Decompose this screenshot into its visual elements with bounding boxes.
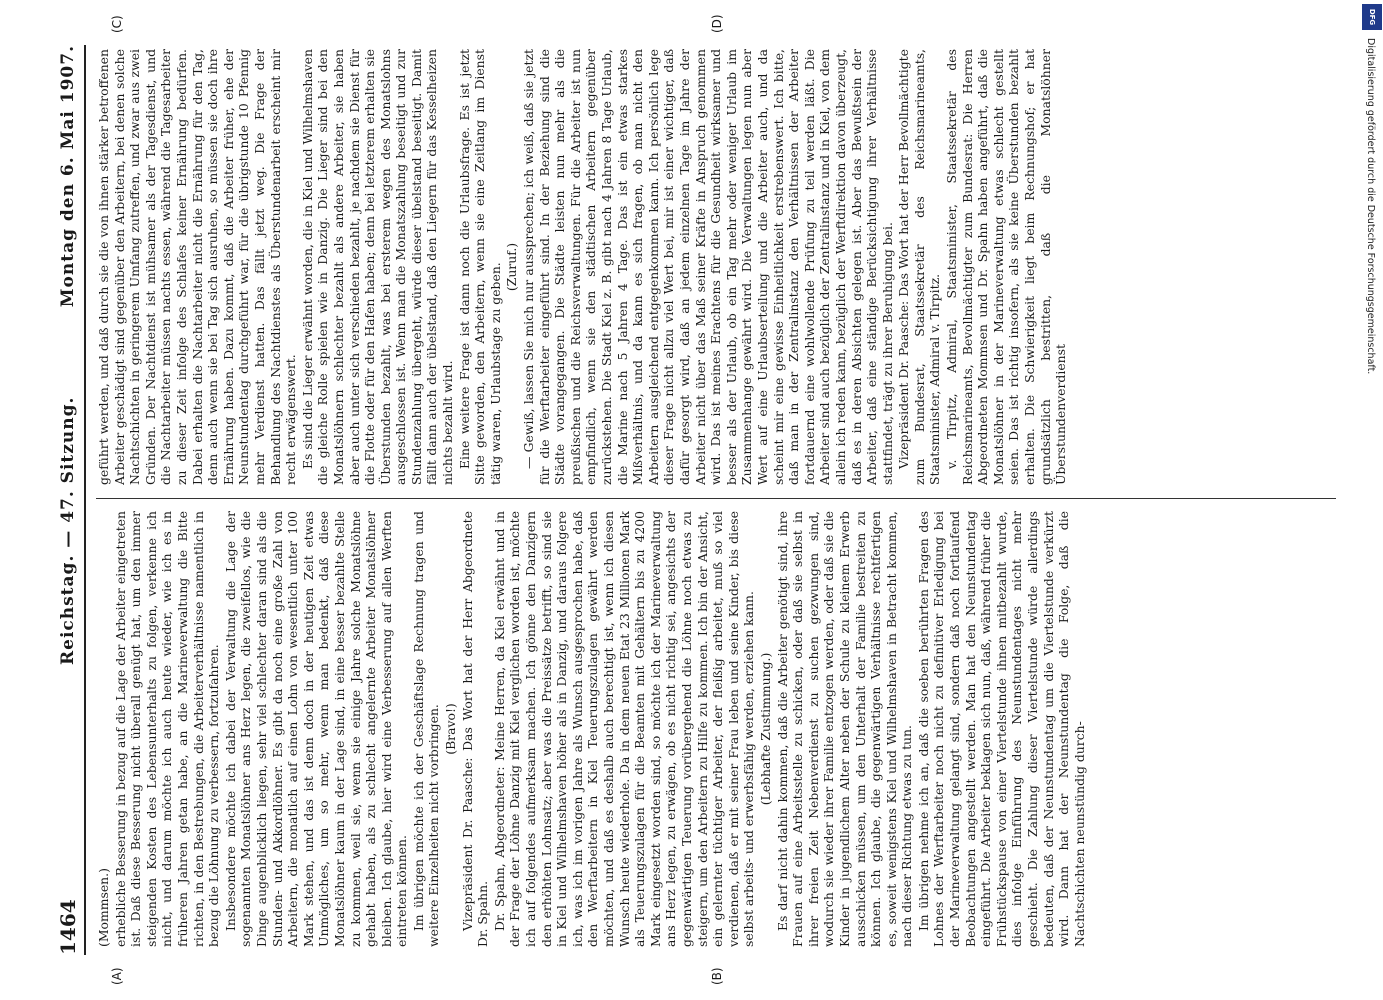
paragraph: v. Tirpitz, Admiral, Staatsminister, Staatssekretär des Reichsmarineamts, Bevollmächtigter zum Bundesrat: Die Herren Abgeordneten Mommsen und Dr. Spahn haben angeführt, daß die Monatslöhner in der Marineverwaltung etwas schlecht gestellt seien. Das ist richtig insofern, als sie keine Überstunden bezahlt erhalten. Die Schwierigkeit liegt beim Rechnungshof; er hat grundsätzlich bestritten, daß die Monatslöhner Überstundenverdienst (944, 49, 1069, 485)
column-divider (96, 498, 1336, 499)
paragraph: Es darf nicht dahin kommen, daß die Arbeiter genötigt sind, ihre Frauen auf eine Arbeitsstelle zu schicken, oder daß sie selbst in ihrer freien Zeit Nebenverdienst zu suchen gezwungen sind, wodurch sie wieder ihrer Familie entzogen werden, oder daß sie die Kinder in jugendlichem Alter neben der Schule zu kleinem Erwerb ausschicken müssen, um den Unterhalt der Familie bestreiten zu können. Ich glaube, die gegenwärtigen Verhältnisse rechtfertigen es, soweit wenigstens Kiel und Wilhelmshaven in Betracht kommen, nach dieser Richtung etwas zu tun. (774, 511, 915, 947)
interjection: (Lebhafte Zustimmung.) (757, 652, 773, 806)
paragraph: Eine weitere Frage ist dann noch die Urlaubsfrage. Es ist jetzt Sitte geworden, den Arbeitern, wenn sie eine Zeitlang im Dienst tätig waren, Urlaubstage zu geben. (456, 49, 503, 485)
paragraph: Im übrigen möchte ich der Geschäftslage Rechnung tragen und weitere Einzelheiten nicht vorbringen. (410, 511, 442, 947)
right-column (96, 49, 1336, 485)
interjection: (Zuruf.) (504, 242, 520, 292)
paragraph: Insbesondere möchte ich dabei der Verwaltung die Lage der sogenannten Monatslöhner ans Herz legen, die zweifellos, wie die Dinge augenblicklich liegen, sehr viel schlechter daran sind als die Stunden- und Akkordlöhner. Es gibt da noch eine große Zahl von Arbeitern, die monatlich auf einen Lohn von wesentlich unter 100 Mark stehen, und das ist denn doch in der heutigen Zeit etwas Unmögliches, um so mehr, wenn man bedenkt, daß diese Monatslöhner kaum in der Lage sind, in eine besser bezahlte Stelle zu kommen, weil sie, wenn sie einige Jahre solche Monatslöhne gehabt haben, als zu schlecht angelernte Arbeiter Monatslöhner bleiben. Ich glaube, hier wird eine Verbesserung auf allen Werften eintreten können. (222, 511, 410, 947)
rotated-page-content (50, 14, 1350, 985)
page-header (50, 45, 86, 955)
paragraph: Es sind die Lieger erwähnt worden, die in Kiel und Wilhelmshaven die gleiche Rolle spielen wie in Danzig. Die Lieger sind bei den Monatslöhnern schlechter bezahlt als andere Arbeiter, sie haben aber auch unter sich verschieden bezahlt, je nachdem sie Dienst für die Flotte oder für den Hafen haben; denn bei letzterem erhalten sie Überstunden bezahlt, was bei ersterem wegen des Monatslohns ausgeschlossen ist. Wenn man die Monatszahlung beseitigt und zur Stundenzahlung übergeht, würde dieser übelstand beseitigt. Damit fällt dann auch der übelstand, daß den Liegern für das Kesselheizen nichts bezahlt wird. (299, 49, 456, 485)
interjection: (Bravo!) (443, 703, 459, 755)
speaker-tag: (Mommsen.) (96, 868, 111, 947)
session-date: Montag den 6. Mai 1907. (58, 45, 78, 308)
margin-marker-d: (D) (710, 14, 724, 33)
margin-marker-a: (A) (110, 967, 124, 985)
paragraph: Dr. Spahn, Abgeordneter: Meine Herren, da Kiel erwähnt und in der Frage der Löhne Danzig mit Kiel verglichen worden ist, möchte ich auf folgendes aufmerksam machen. Ich gönne den Danzigern den erhöhten Lohnsatz; aber was die Preissätze betrifft, so sind sie in Kiel und Wilhelmshaven höher als in Danzig, und daraus folgere ich, was ich im vorigen Jahre als Wunsch ausgesprochen habe, daß den Werftarbeitern in Kiel Teuerungszulagen gewährt werden möchten, und daß es deshalb auch berechtigt ist, wenn ich diesen Wunsch heute wiederhole. Da in dem neuen Etat 23 Millionen Mark als Teuerungszulagen für die Beamten mit Gehältern bis zu 4200 Mark eingesetzt worden sind, so möchte ich der Marineverwaltung ans Herz legen, zu erwägen, ob es nicht richtig sei, angesichts der gegenwärtigen Teuerung vorübergehend die Löhne noch etwas zu steigern, um den Arbeitern zu Hilfe zu kommen. Ich bin der Ansicht, ein gelernter tüchtiger Arbeiter, der fleißig arbeitet, muß so viel verdienen, daß er mit seiner Frau leben und seine Kinder, bis diese selbst arbeits- und erwerbsfähig werden, erziehen kann. (491, 511, 757, 947)
paragraph: erhebliche Besserung in bezug auf die Lage der Arbeiter eingetreten ist. Daß diese Besserung nicht überall genügt hat, um den immer steigenden Kosten des Lebensunterhalts zu folgen, verkenne ich nicht, und darum möchte ich auch heute wieder, wie ich es in früheren Jahren getan habe, an die Marineverwaltung die Bitte richten, in den Bestrebungen, die Arbeiterverhältnisse namentlich in bezug die Löhnung zu verbessern, fortzufahren. (112, 511, 222, 947)
margin-marker-b: (B) (710, 967, 724, 985)
paragraph: geführt werden, und daß durch sie die von ihnen stärker betroffenen Arbeiter geschädigt sind gegenüber den Arbeitern, bei denen solche Nachtschichten in geringerem Umfang zutreffen, und zwar aus zwei Gründen. Der Nachtdienst ist mühsamer als der Tagesdienst, und die Nachtarbeiter müssen nachts essen, während die Tagesarbeiter zu dieser Zeit infolge des Schlafes keiner Ernährung bedürfen. Dabei erhalten die Nachtarbeiter nicht die Ernährung für den Tag, denn auch wenn sie bei Tag sich ausruhen, so müssen sie doch ihre Ernährung haben. Dazu kommt, daß die Arbeiter früher, ehe der Neunstundentag durchgeführt war, für die übrigstunde 10 Pfennig mehr Verdienst hatten. Das fällt jetzt weg. Die Frage der Behandlung des Nachtdienstes als Überstundenarbeit erscheint mir recht erwägenswert. (96, 49, 299, 485)
chair-statement: Vizepräsident Dr. Paasche: Das Wort hat der Herr Bevollmächtigte zum Bundesrat, Staatssekretär des Reichsmarineamts, Staatsminister, Admiral v. Tirpitz. (896, 49, 943, 485)
credit-text: Digitalisierung gefördert durch die Deutsche Forschungsgemeinschaft. (1365, 38, 1376, 375)
left-column (96, 511, 1336, 947)
digitization-credit (1361, 0, 1383, 1000)
dfg-logo: DFG (1362, 4, 1382, 30)
chair-statement: Vizepräsident Dr. Paasche: Das Wort hat der Herr Abgeordnete Dr. Spahn. (459, 511, 491, 947)
paragraph: — Gewiß, lassen Sie mich nur aussprechen; ich weiß, daß sie jetzt für die Werftarbeiter eingeführt sind. In der Beziehung sind die Städte vorangegangen. Die Städte leisten nun mehr als die preußischen und die Reichsverwaltungen. Für die Arbeiter ist nun empfindlich, wenn sie den städtischen Arbeitern gegenüber zurückstehen. Die Stadt Kiel z. B. gibt nach 4 Jahren 8 Tage Urlaub, die Marine nach 5 Jahren 4 Tage. Das ist ein etwas starkes Mißverhältnis, und da kann es sich fragen, ob man nicht den Arbeitern ausgleichend entgegenkommen kann. Ich persönlich lege dieser Frage nicht allzu viel Wert bei, mir ist einer wichtiger, daß dafür gesorgt wird, daß an jedem einzelnen Tage im Jahre der Arbeiter nicht über das Maß seiner Kräfte in Anspruch genommen wird. Das ist meines Erachtens für die Gesundheit wirksamer und besser als der Urlaub, ob ein Tag mehr oder weniger Urlaub im Zusammenhange gewährt wird. Die Verwaltungen legen nun aber Wert auf eine Urlaubserteilung und die Arbeiter auch, und da scheint mir eine gewisse Einheitlichkeit erstrebenswert. Ich bitte, daß man in der Zentralinstanz den Verhältnissen der Arbeiter fortdauernd eine wohlwollende Prüfung zu teil werden läßt. Die Arbeiter sind auch bezüglich der Zentralinstanz und in Kiel, von dem allein ich reden kann, bezüglich der Werftdirektion davon überzeugt, daß es in deren Absichten gelegen ist. Aber das Bewußtsein der Arbeiter, daß eine ständige Berücksichtigung ihrer Verhältnisse stattfindet, trägt zu ihrer Beruhigung bei. (521, 49, 895, 485)
margin-marker-c: (C) (110, 15, 124, 33)
page-number: 1464 (56, 899, 80, 955)
paragraph: Im übrigen nehme ich an, daß die soeben berührten Fragen des Lohnes der Werftarbeiter noch nicht zu definitiver Erledigung bei der Marineverwaltung gelangt sind, sondern daß noch fortlaufend Beobachtungen angestellt werden. Man hat den Neunstundentag eingeführt. Die Arbeiter beklagen sich nun, daß, während früher die Frühstückspause von einer Viertelstunde ihnen mitbezahlt wurde, dies infolge Einführung des Neunstundentages nicht mehr geschieht. Die Zahlung dieser Viertelstunde würde allerdings bedeuten, daß der Neunstundentag um die Viertelstunde verkürzt wird. Dann hat der Neunstundentag die Folge, daß die Nachtschichten neunstündig durch- (915, 511, 1087, 947)
session-title: Reichstag. — 47. Sitzung. (58, 396, 78, 665)
